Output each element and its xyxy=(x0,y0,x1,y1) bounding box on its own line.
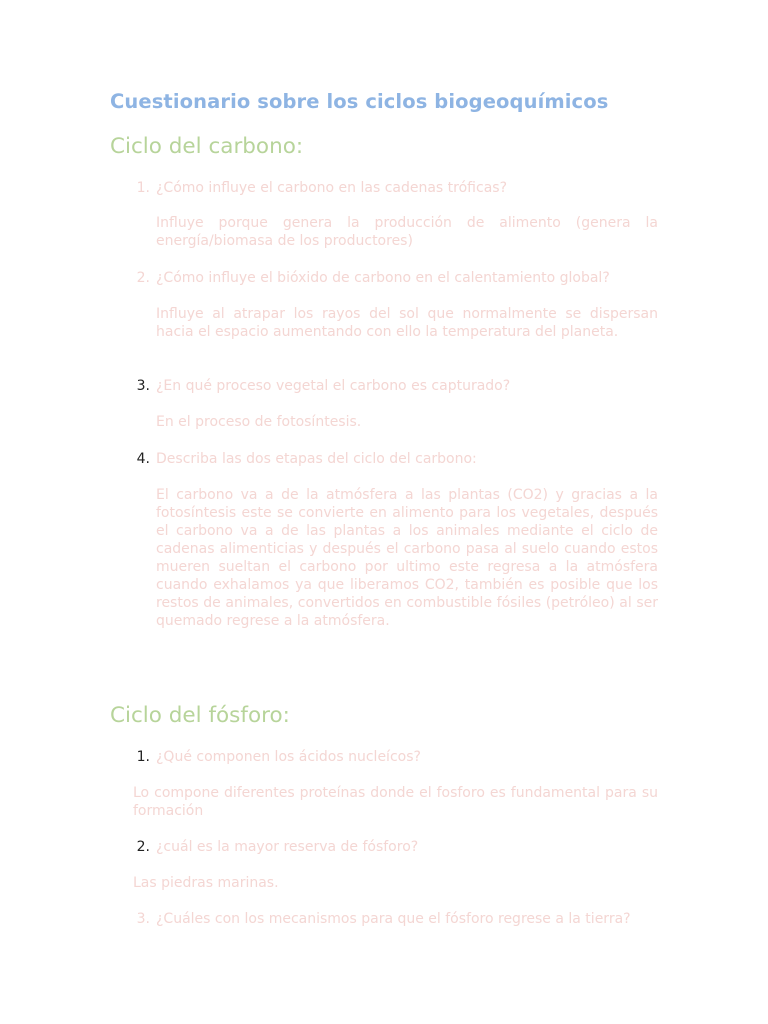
question-text: ¿Cuáles con los mecanismos para que el fósforo regrese a la tierra? xyxy=(156,911,631,927)
document-title: Cuestionario sobre los ciclos biogeoquímicos xyxy=(110,90,609,113)
question-text: Describa las dos etapas del ciclo del carbono: xyxy=(156,451,477,467)
item-number: 1. xyxy=(136,749,150,765)
question-text: ¿Cómo influye el bióxido de carbono en el calentamiento global? xyxy=(156,270,610,286)
item-number: 1. xyxy=(136,180,150,196)
question-text: ¿cuál es la mayor reserva de fósforo? xyxy=(156,839,419,855)
section-heading-fosforo: Ciclo del fósforo: xyxy=(110,703,290,728)
item-number: 4. xyxy=(136,451,150,467)
answer-text: En el proceso de fotosíntesis. xyxy=(156,414,362,430)
item-number: 3. xyxy=(136,911,150,927)
answer-text: Influye porque genera la producción de alimento (genera la energía/biomasa de los productores) xyxy=(156,215,658,249)
answer-text: Lo compone diferentes proteínas donde el fosforo es fundamental para su formación xyxy=(133,785,658,819)
answer-text: El carbono va a de la atmósfera a las plantas (CO2) y gracias a la fotosíntesis este se convierte en alimento para los vegetales, después el carbono va a de las plantas a los animales mediante el ciclo de cadenas alimenticias y después el carbono pasa al suelo cuando estos mueren sueltan el carbono por ultimo este regresa a la atmósfera cuando exhalamos ya que liberamos CO2, también es posible que los restos de animales, convertidos en combustible fósiles (petróleo) al ser quemado regrese a la atmósfera. xyxy=(156,487,658,629)
question-text: ¿Cómo influye el carbono en las cadenas tróficas? xyxy=(156,180,507,196)
item-number: 2. xyxy=(136,270,150,286)
question-text: ¿Qué componen los ácidos nucleícos? xyxy=(156,749,421,765)
question-text: ¿En qué proceso vegetal el carbono es capturado? xyxy=(156,378,511,394)
item-number: 3. xyxy=(136,378,150,394)
section-heading-carbono: Ciclo del carbono: xyxy=(110,134,304,159)
answer-text: Influye al atrapar los rayos del sol que normalmente se dispersan hacia el espacio aumentando con ello la temperatura del planeta. xyxy=(156,306,658,340)
answer-text: Las piedras marinas. xyxy=(133,875,279,891)
item-number: 2. xyxy=(136,839,150,855)
